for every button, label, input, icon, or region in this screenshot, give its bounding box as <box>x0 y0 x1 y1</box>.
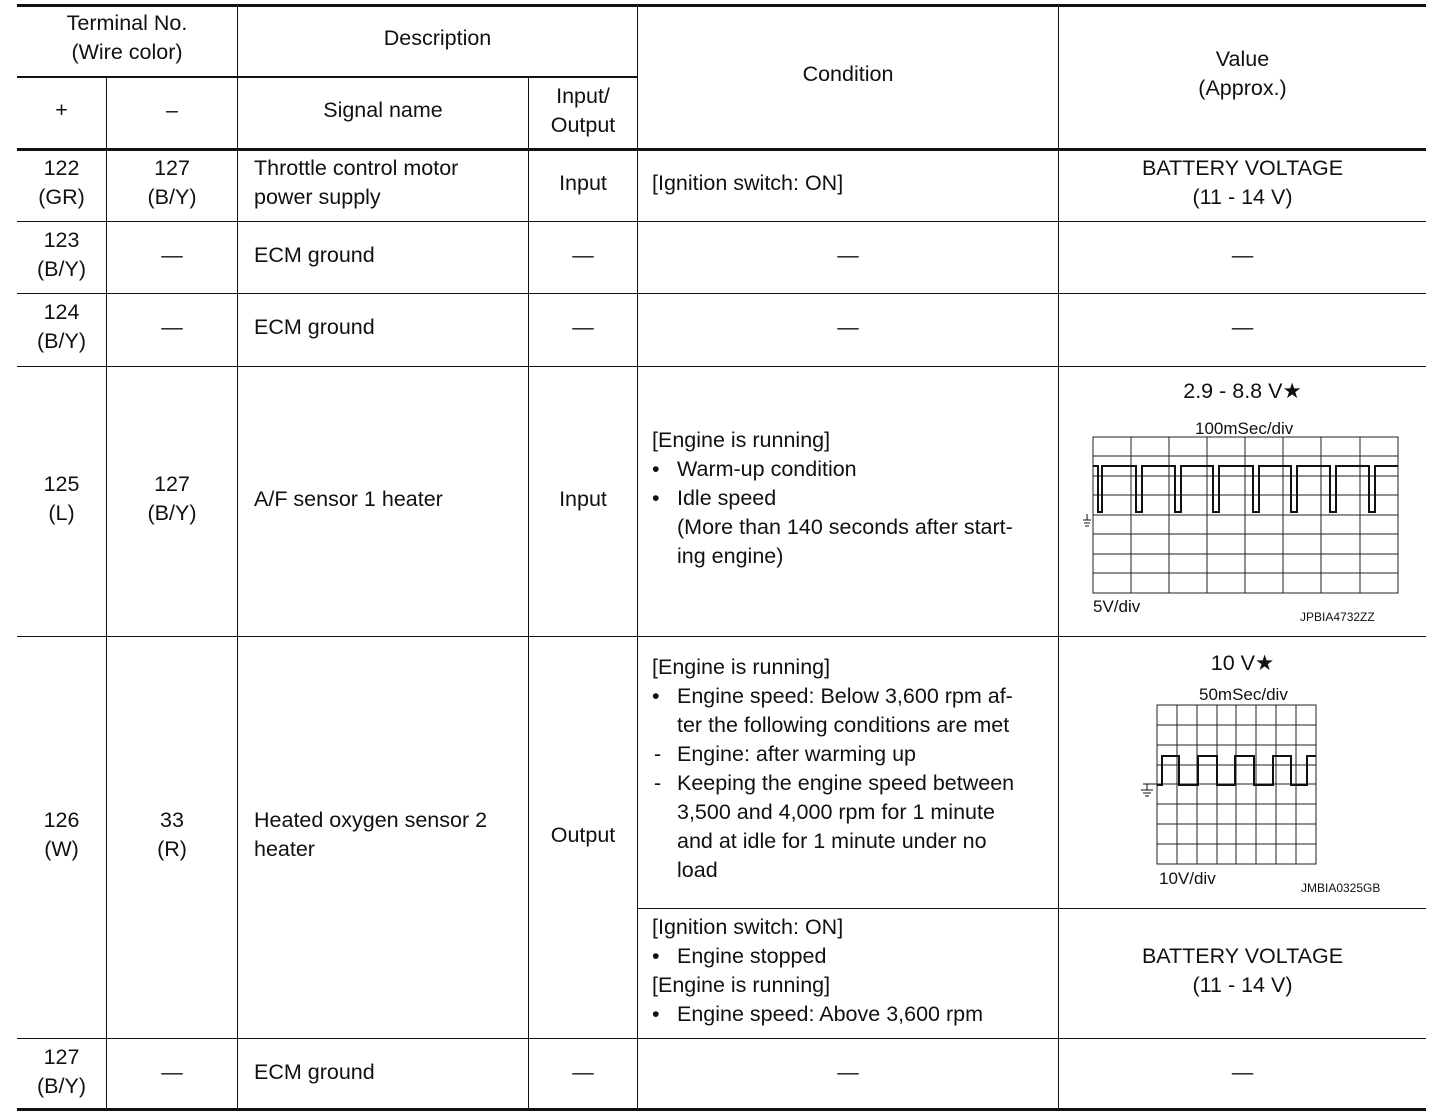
row-125-condition <box>652 426 1013 571</box>
condition-item: • Engine speed: Above 3,600 rpm <box>652 1000 983 1029</box>
row-122-minus <box>107 154 237 212</box>
condition-list <box>652 653 1014 885</box>
row-124-signal: ECM ground <box>254 315 375 339</box>
condition-item: - Keeping the engine speed between <box>652 769 1014 798</box>
terminal-number: 127 <box>154 156 190 180</box>
header-signal-name: Signal name <box>323 98 443 122</box>
row-126-value-b <box>1059 942 1426 1000</box>
condition-item: • Engine stopped <box>652 942 983 971</box>
row-divider <box>17 1038 1426 1039</box>
row-126-signal <box>254 806 487 864</box>
header-divider-terminal <box>17 76 638 78</box>
header-value <box>1059 45 1426 103</box>
col-divider <box>237 5 238 1110</box>
condition-item: [Engine is running] <box>652 655 831 679</box>
signal-line: power supply <box>254 185 381 209</box>
header-plus: + <box>55 98 68 122</box>
row-124-plus <box>17 298 106 356</box>
condition-item: [Engine is running] <box>652 973 831 997</box>
scope-figure-code: JMBIA0325GB <box>1301 881 1381 895</box>
wire-color: (W) <box>44 837 79 861</box>
row-125-io: Input <box>559 487 607 511</box>
row-125-plus <box>17 470 106 528</box>
row-123-value: — <box>1231 243 1254 267</box>
value-line: (11 - 14 V) <box>1192 973 1293 997</box>
row-123-condition: — <box>837 243 859 267</box>
condition-item: • Warm-up condition <box>652 455 1013 484</box>
signal-line: Throttle control motor <box>254 156 459 180</box>
row-123-minus: — <box>161 243 183 267</box>
condition-item: (More than 140 seconds after start- <box>677 515 1013 539</box>
row-126-condition-b <box>652 913 983 1029</box>
row-126-value-a-title: 10 V★ <box>1210 651 1275 675</box>
row-126-io: Output <box>550 823 616 847</box>
row-122-signal <box>254 154 458 212</box>
row-123-io: — <box>572 243 594 267</box>
row-126-plus <box>17 806 106 864</box>
value-line: BATTERY VOLTAGE <box>1141 944 1344 968</box>
wire-color: (B/Y) <box>37 1074 86 1098</box>
header-minus: – <box>166 98 178 122</box>
row-127-condition: — <box>837 1060 859 1084</box>
row-divider <box>17 636 1426 637</box>
row-122-condition: [Ignition switch: ON] <box>652 171 844 195</box>
terminal-number: 125 <box>43 472 80 496</box>
condition-item: [Ignition switch: ON] <box>652 915 844 939</box>
wire-color: (B/Y) <box>147 501 197 525</box>
header-io <box>529 82 637 140</box>
oscilloscope-waveform-b <box>1135 680 1400 900</box>
scope-volt-div: 5V/div <box>1093 597 1141 616</box>
row-divider <box>17 293 1426 294</box>
col-divider <box>528 78 529 1110</box>
condition-item: [Engine is running] <box>652 428 831 452</box>
row-122-value <box>1059 154 1426 212</box>
wire-color: (B/Y) <box>37 257 86 281</box>
condition-list <box>652 913 983 1029</box>
header-condition: Condition <box>802 62 894 86</box>
terminal-number: 123 <box>43 228 80 252</box>
ground-symbol-icon <box>1141 784 1157 796</box>
wire-color: (GR) <box>38 185 85 209</box>
col-divider <box>106 78 107 1110</box>
row-122-io: Input <box>559 171 607 195</box>
ground-symbol-icon <box>1083 514 1091 526</box>
signal-line: heater <box>254 837 315 861</box>
condition-item: - Engine: after warming up <box>652 740 1014 769</box>
row-127-signal: ECM ground <box>254 1060 375 1084</box>
col-divider <box>637 5 638 1110</box>
row-divider <box>17 366 1426 367</box>
header-io-line1: Input/ <box>556 84 610 108</box>
scope-time-div: 50mSec/div <box>1199 685 1288 704</box>
header-value-line1: Value <box>1215 47 1270 71</box>
condition-item: ter the following conditions are met <box>677 713 1010 737</box>
row-125-minus <box>107 470 237 528</box>
wire-color: (B/Y) <box>147 185 197 209</box>
scope-volt-div: 10V/div <box>1159 869 1216 888</box>
row-125-value-title: 2.9 - 8.8 V★ <box>1183 379 1302 403</box>
row-divider-sub <box>638 908 1426 909</box>
header-terminal-line2: (Wire color) <box>71 40 183 64</box>
terminal-number: 127 <box>43 1045 80 1069</box>
terminal-number: 124 <box>43 300 80 324</box>
scope-figure-code: JPBIA4732ZZ <box>1300 610 1375 624</box>
condition-item: and at idle for 1 minute under no <box>677 829 987 853</box>
wire-color: (R) <box>157 837 187 861</box>
row-127-minus: — <box>161 1060 183 1084</box>
scope-time-div: 100mSec/div <box>1195 419 1294 438</box>
row-124-condition: — <box>837 315 859 339</box>
row-122-plus <box>17 154 106 212</box>
condition-item: • Engine speed: Below 3,600 rpm af- <box>652 682 1014 711</box>
signal-line: Heated oxygen sensor 2 <box>254 808 488 832</box>
row-127-io: — <box>572 1060 594 1084</box>
oscilloscope-waveform-a <box>1080 414 1410 629</box>
scope-grid <box>1093 437 1398 593</box>
row-127-plus <box>17 1043 106 1101</box>
row-126-condition-a <box>652 653 1014 885</box>
row-divider <box>17 221 1426 222</box>
row-124-minus: — <box>161 315 183 339</box>
table-bottom-border <box>17 1108 1426 1111</box>
terminal-number: 127 <box>154 472 190 496</box>
terminal-number: 126 <box>43 808 80 832</box>
condition-item: 3,500 and 4,000 rpm for 1 minute <box>677 800 995 824</box>
condition-list <box>652 426 1013 571</box>
header-terminal-line1: Terminal No. <box>66 11 188 35</box>
row-124-io: — <box>572 315 594 339</box>
terminal-number: 33 <box>160 808 184 832</box>
terminal-number: 122 <box>43 156 80 180</box>
row-123-signal: ECM ground <box>254 243 375 267</box>
header-description: Description <box>383 26 492 50</box>
row-126-minus <box>107 806 237 864</box>
row-125-signal: A/F sensor 1 heater <box>254 487 443 511</box>
value-line: BATTERY VOLTAGE <box>1141 156 1344 180</box>
header-terminal <box>17 9 237 67</box>
value-line: (11 - 14 V) <box>1192 185 1293 209</box>
row-124-value: — <box>1231 315 1254 339</box>
header-io-line2: Output <box>550 113 616 137</box>
wire-color: (L) <box>48 501 75 525</box>
table-top-border <box>17 4 1426 7</box>
wire-color: (B/Y) <box>37 329 86 353</box>
condition-item: • Idle speed <box>652 484 1013 513</box>
row-123-plus <box>17 226 106 284</box>
condition-item: ing engine) <box>677 544 784 568</box>
header-value-line2: (Approx.) <box>1198 76 1287 100</box>
header-bottom-border <box>17 148 1426 151</box>
row-127-value: — <box>1231 1060 1254 1084</box>
condition-item: load <box>677 858 718 882</box>
